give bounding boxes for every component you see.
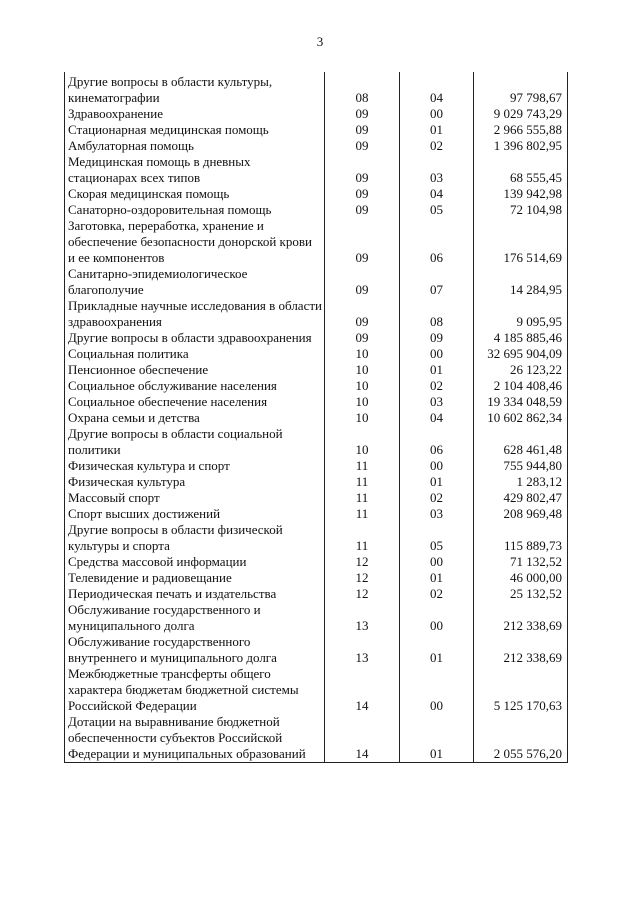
row-name-cell: Другие вопросы в области здравоохранения [65,330,325,346]
row-section-cell: 08 [325,72,400,106]
table-row [65,522,568,554]
table-row [65,410,568,426]
table-row [65,506,568,522]
row-name-cell: Скорая медицинская помощь [65,186,325,202]
row-section-cell: 10 [325,410,400,426]
row-name-cell: Заготовка, переработка, хранение и обеспечение безопасности донорской крови и ее компонентов [65,218,325,266]
row-amount-cell: 5 125 170,63 [474,666,568,714]
row-amount-cell: 4 185 885,46 [474,330,568,346]
row-section-cell: 14 [325,714,400,763]
row-subsection-cell: 01 [400,634,474,666]
row-subsection-cell: 04 [400,186,474,202]
row-amount-cell: 9 095,95 [474,298,568,330]
row-subsection-cell: 00 [400,602,474,634]
row-section-cell: 09 [325,186,400,202]
row-subsection-cell: 05 [400,202,474,218]
row-amount-cell: 25 132,52 [474,586,568,602]
row-section-cell: 13 [325,634,400,666]
row-amount-cell: 68 555,45 [474,154,568,186]
row-subsection-cell: 01 [400,362,474,378]
table-row [65,586,568,602]
row-section-cell: 12 [325,586,400,602]
row-section-cell: 10 [325,362,400,378]
row-amount-cell: 14 284,95 [474,266,568,298]
row-name-cell: Спорт высших достижений [65,506,325,522]
row-subsection-cell: 05 [400,522,474,554]
row-subsection-cell: 02 [400,138,474,154]
row-subsection-cell: 00 [400,106,474,122]
row-amount-cell: 1 396 802,95 [474,138,568,154]
row-name-cell: Охрана семьи и детства [65,410,325,426]
row-amount-cell: 176 514,69 [474,218,568,266]
row-section-cell: 14 [325,666,400,714]
row-name-cell: Социальная политика [65,346,325,362]
row-amount-cell: 115 889,73 [474,522,568,554]
table-row [65,346,568,362]
row-name-cell: Медицинская помощь в дневных стационарах всех типов [65,154,325,186]
row-subsection-cell: 00 [400,458,474,474]
row-section-cell: 10 [325,346,400,362]
row-amount-cell: 2 966 555,88 [474,122,568,138]
row-subsection-cell: 02 [400,490,474,506]
row-amount-cell: 212 338,69 [474,602,568,634]
row-name-cell: Межбюджетные трансферты общего характера бюджетам бюджетной системы Российской Федерации [65,666,325,714]
row-name-cell: Санаторно-оздоровительная помощь [65,202,325,218]
row-section-cell: 11 [325,522,400,554]
row-name-cell: Санитарно-эпидемиологическое благополучие [65,266,325,298]
row-amount-cell: 628 461,48 [474,426,568,458]
row-subsection-cell: 00 [400,666,474,714]
table-row [65,106,568,122]
row-subsection-cell: 04 [400,410,474,426]
row-subsection-cell: 03 [400,506,474,522]
row-section-cell: 12 [325,554,400,570]
row-subsection-cell: 08 [400,298,474,330]
table-row [65,490,568,506]
row-amount-cell: 2 104 408,46 [474,378,568,394]
row-section-cell: 09 [325,298,400,330]
row-name-cell: Социальное обслуживание населения [65,378,325,394]
row-name-cell: Амбулаторная помощь [65,138,325,154]
row-amount-cell: 9 029 743,29 [474,106,568,122]
table-row [65,634,568,666]
row-amount-cell: 212 338,69 [474,634,568,666]
table-row [65,458,568,474]
budget-table [64,72,568,763]
row-subsection-cell: 02 [400,586,474,602]
table-row [65,474,568,490]
row-section-cell: 09 [325,266,400,298]
table-row [65,570,568,586]
row-amount-cell: 26 123,22 [474,362,568,378]
row-section-cell: 11 [325,490,400,506]
row-section-cell: 09 [325,330,400,346]
row-section-cell: 10 [325,426,400,458]
row-amount-cell: 32 695 904,09 [474,346,568,362]
row-name-cell: Социальное обеспечение населения [65,394,325,410]
row-subsection-cell: 00 [400,346,474,362]
row-amount-cell: 19 334 048,59 [474,394,568,410]
row-subsection-cell: 04 [400,72,474,106]
row-name-cell: Здравоохранение [65,106,325,122]
row-section-cell: 11 [325,458,400,474]
table-row [65,602,568,634]
table-row [65,298,568,330]
budget-table-body [65,72,568,763]
row-section-cell: 09 [325,106,400,122]
row-name-cell: Прикладные научные исследования в области здравоохранения [65,298,325,330]
row-amount-cell: 208 969,48 [474,506,568,522]
row-subsection-cell: 07 [400,266,474,298]
table-row [65,362,568,378]
row-section-cell: 10 [325,394,400,410]
table-row [65,714,568,763]
page-number: 3 [316,34,324,49]
row-amount-cell: 1 283,12 [474,474,568,490]
row-subsection-cell: 01 [400,714,474,763]
row-name-cell: Физическая культура [65,474,325,490]
row-section-cell: 09 [325,202,400,218]
row-name-cell: Пенсионное обеспечение [65,362,325,378]
row-subsection-cell: 02 [400,378,474,394]
row-name-cell: Дотации на выравнивание бюджетной обеспеченности субъектов Российской Федерации и муниципальных образований [65,714,325,763]
row-amount-cell: 46 000,00 [474,570,568,586]
row-subsection-cell: 01 [400,474,474,490]
row-section-cell: 09 [325,154,400,186]
table-row [65,154,568,186]
row-section-cell: 11 [325,506,400,522]
row-name-cell: Стационарная медицинская помощь [65,122,325,138]
table-row [65,218,568,266]
row-amount-cell: 97 798,67 [474,72,568,106]
row-name-cell: Массовый спорт [65,490,325,506]
row-subsection-cell: 03 [400,394,474,410]
table-row [65,554,568,570]
row-name-cell: Телевидение и радиовещание [65,570,325,586]
row-subsection-cell: 06 [400,426,474,458]
row-subsection-cell: 06 [400,218,474,266]
table-row [65,394,568,410]
row-subsection-cell: 03 [400,154,474,186]
row-subsection-cell: 01 [400,570,474,586]
row-subsection-cell: 01 [400,122,474,138]
table-row [65,426,568,458]
row-section-cell: 09 [325,138,400,154]
row-amount-cell: 755 944,80 [474,458,568,474]
row-name-cell: Средства массовой информации [65,554,325,570]
row-amount-cell: 2 055 576,20 [474,714,568,763]
row-name-cell: Другие вопросы в области физической культуры и спорта [65,522,325,554]
row-name-cell: Периодическая печать и издательства [65,586,325,602]
row-section-cell: 09 [325,122,400,138]
row-section-cell: 13 [325,602,400,634]
row-section-cell: 12 [325,570,400,586]
row-name-cell: Обслуживание государственного внутреннего и муниципального долга [65,634,325,666]
row-name-cell: Другие вопросы в области социальной политики [65,426,325,458]
row-section-cell: 11 [325,474,400,490]
table-row [65,330,568,346]
row-amount-cell: 10 602 862,34 [474,410,568,426]
row-amount-cell: 429 802,47 [474,490,568,506]
table-row [65,72,568,106]
table-row [65,122,568,138]
row-name-cell: Другие вопросы в области культуры, кинематографии [65,72,325,106]
row-subsection-cell: 09 [400,330,474,346]
table-row [65,378,568,394]
row-name-cell: Обслуживание государственного и муниципального долга [65,602,325,634]
row-amount-cell: 139 942,98 [474,186,568,202]
row-amount-cell: 72 104,98 [474,202,568,218]
table-row [65,186,568,202]
table-row [65,138,568,154]
row-section-cell: 10 [325,378,400,394]
table-row [65,666,568,714]
row-name-cell: Физическая культура и спорт [65,458,325,474]
row-section-cell: 09 [325,218,400,266]
row-subsection-cell: 00 [400,554,474,570]
table-row [65,202,568,218]
row-amount-cell: 71 132,52 [474,554,568,570]
table-row [65,266,568,298]
